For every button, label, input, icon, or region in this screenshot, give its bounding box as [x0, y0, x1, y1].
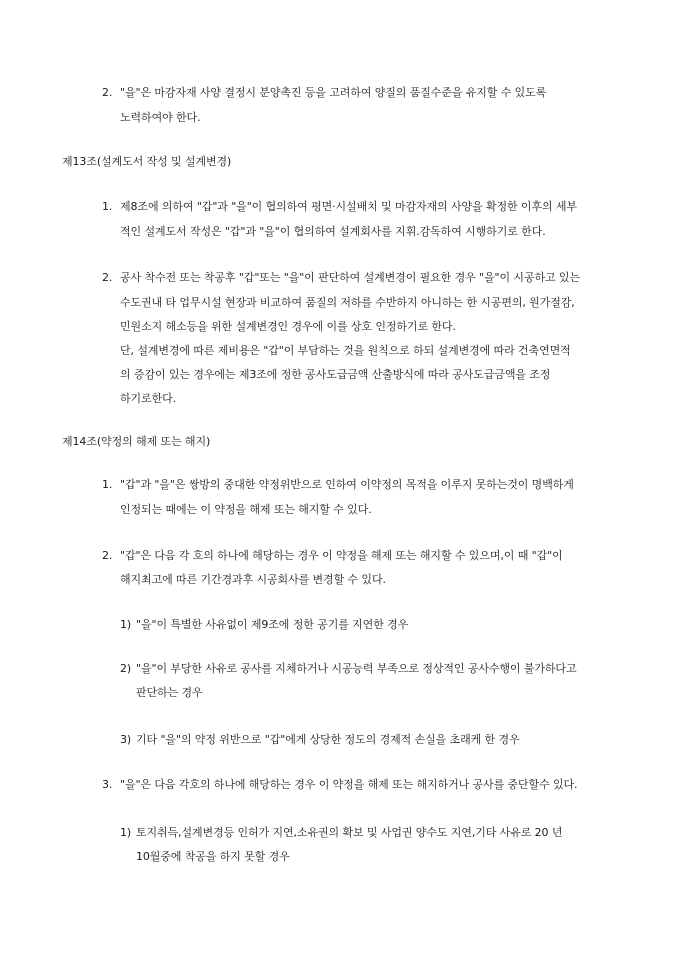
paragraph-line: 판단하는 경우 — [136, 686, 203, 699]
article-14-heading: 제14조(약정의 해제 또는 해지) — [62, 435, 211, 448]
paragraph-line: 단, 설계변경에 따른 제비용은 "갑"이 부담하는 것을 원칙으로 하되 설계변경에 따라 건축연면적 — [120, 344, 571, 357]
paragraph-line: "을"은 다음 각호의 하나에 해당하는 경우 이 약정을 해제 또는 해지하거나 공사를 중단할수 있다. — [120, 778, 578, 791]
item-number: 2. — [102, 86, 113, 99]
item-number: 2. — [102, 549, 113, 562]
paragraph-line: "갑"은 다음 각 호의 하나에 해당하는 경우 이 약정을 해제 또는 해지할 수 있으며,이 때 "갑"이 — [120, 549, 563, 562]
paragraph-line: 기타 "을"의 약정 위반으로 "갑"에게 상당한 정도의 경제적 손실을 초래케 한 경우 — [136, 733, 520, 746]
sub-item-number: 3) — [120, 733, 132, 746]
paragraph-line: 해지최고에 따른 기간경과후 시공회사를 변경할 수 있다. — [120, 573, 386, 586]
paragraph-line: "을"이 부당한 사유로 공사를 지체하거나 시공능력 부족으로 정상적인 공사수행이 불가하다고 — [136, 662, 577, 675]
item-number: 1. — [102, 200, 113, 213]
item-number: 3. — [102, 778, 113, 791]
item-number: 2. — [102, 271, 113, 284]
paragraph-line: 공사 착수전 또는 착공후 "갑"또는 "을"이 판단하여 설계변경이 필요한 경우 "을"이 시공하고 있는 — [120, 271, 580, 284]
paragraph-line: 인정되는 때에는 이 약정을 해제 또는 해지할 수 있다. — [120, 503, 372, 516]
sub-item-number: 1) — [120, 618, 132, 631]
item-number: 1. — [102, 478, 113, 491]
paragraph-line: "을"이 특별한 사유없이 제9조에 정한 공기를 지연한 경우 — [136, 618, 409, 631]
paragraph-line: 노력하여야 한다. — [120, 111, 201, 124]
article-13-heading: 제13조(설계도서 작성 및 설계변경) — [62, 155, 232, 168]
paragraph-line: 민원소지 해소등을 위한 설계변경인 경우에 이를 상호 인정하기로 한다. — [120, 320, 456, 333]
paragraph-line: 10월중에 착공을 하지 못할 경우 — [136, 850, 290, 863]
sub-item-number: 1) — [120, 826, 132, 839]
sub-item-number: 2) — [120, 662, 132, 675]
paragraph-line: "갑"과 "을"은 쌍방의 중대한 약정위반으로 인하여 이약정의 목적을 이루지 못하는것이 명백하게 — [120, 478, 574, 491]
paragraph-line: 수도권내 타 업무시설 현장과 비교하여 품질의 저하를 수반하지 아니하는 한 시공편의, 원가절감, — [120, 296, 575, 309]
paragraph-line: 적인 설계도서 작성은 "갑"과 "을"이 협의하여 설계회사를 지휘.감독하여 시행하기로 한다. — [120, 225, 546, 238]
paragraph-line: 제8조에 의하여 "갑"과 "을"이 협의하여 평면·시설배치 및 마감자재의 사양을 확정한 이후의 세부 — [120, 200, 577, 213]
paragraph-line: 하기로한다. — [120, 392, 177, 405]
paragraph-line: "을"은 마감자재 사양 결정시 분양촉진 등을 고려하여 양질의 품질수준을 유지할 수 있도록 — [120, 86, 547, 99]
paragraph-line: 의 증감이 있는 경우에는 제3조에 정한 공사도급금액 산출방식에 따라 공사도급금액을 조정 — [120, 368, 551, 381]
paragraph-line: 토지취득,설계변경등 인허가 지연,소유권의 확보 및 사업권 양수도 지연,기타 사유로 20 년 — [136, 826, 563, 839]
